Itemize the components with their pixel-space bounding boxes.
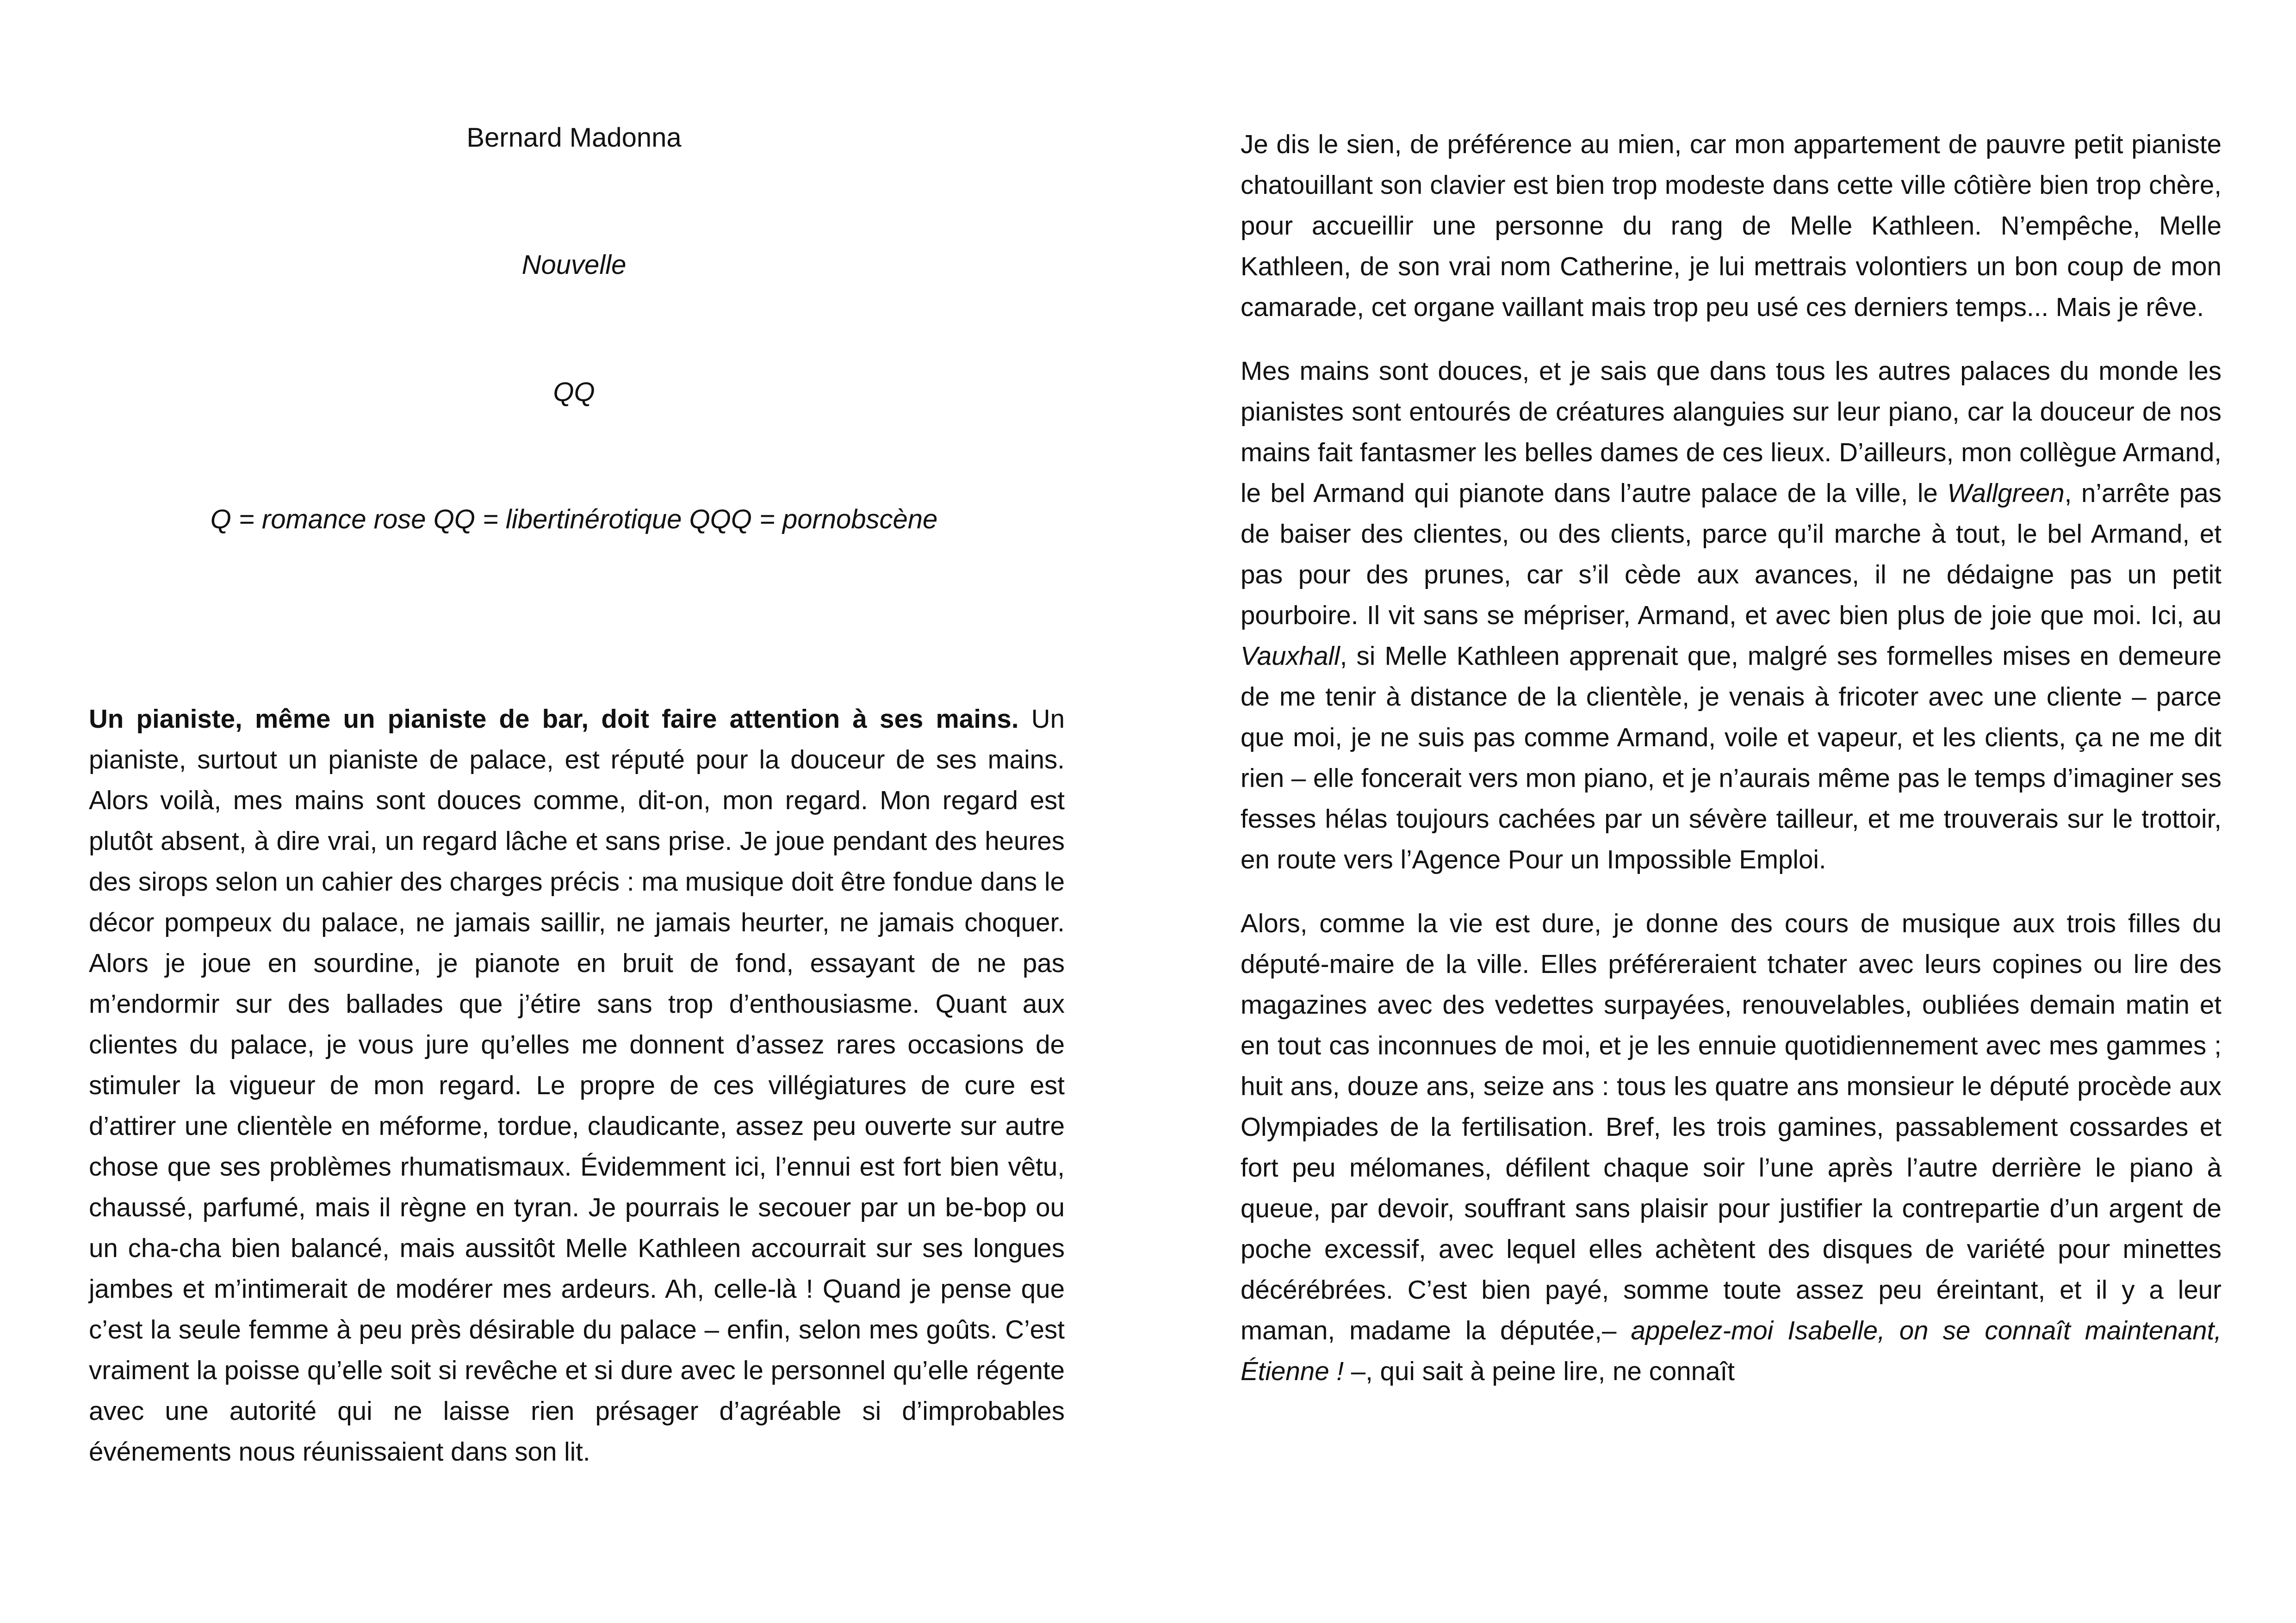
paragraph-text: –, qui sait à peine lire, ne connaît xyxy=(1344,1357,1735,1386)
paragraph-text: Mes mains sont douces, et je sais que dans tous les autres palaces du monde les pianistes sont entourés de créatures alanguies sur leur piano, car la douceur de nos mains fait fantasmer les belles dames de ces lieux. D’ailleurs, mon collègue Armand, le bel Armand qui pianote dans l’autre palace de la ville, le xyxy=(1241,356,2222,508)
paragraph-text: , n’arrête pas de baiser des clientes, ou des clients, parce qu’il marche à tout, le bel Armand, et pas pour des prunes, car s’il cède aux avances, il ne dédaigne pas un petit pourboire. Il vit sans se mépriser, Armand, et avec bien plus de joie que moi. Ici, au xyxy=(1241,478,2222,630)
rating-legend: Q = romance rose QQ = libertinérotique QQQ = pornobscène xyxy=(210,504,938,534)
author-name: Bernard Madonna xyxy=(466,123,682,153)
left-body-text xyxy=(89,699,1065,1472)
paragraph xyxy=(1241,903,2222,1392)
paragraph-text: Je dis le sien, de préférence au mien, car mon appartement de pauvre petit pianiste chatouillant son clavier est bien trop modeste dans cette ville côtière bien trop chère, pour accueillir une personne du rang de Melle Kathleen. N’empêche, Melle Kathleen, de son vrai nom Catherine, je lui mettrais volontiers un bon coup de mon camarade, cet organe vaillant mais trop peu usé ces derniers temps... Mais je rêve. xyxy=(1241,130,2222,322)
right-body-text xyxy=(1241,124,2222,1392)
hotel-name-vauxhall: Vauxhall xyxy=(1241,641,1340,670)
paragraph xyxy=(89,699,1065,1472)
opening-sentence: Un pianiste, même un pianiste de bar, doit faire attention à ses mains. xyxy=(89,704,1019,733)
genre-label: Nouvelle xyxy=(521,250,627,280)
paragraph xyxy=(1241,351,2222,880)
paragraph-text: , si Melle Kathleen apprenait que, malgré ses formelles mises en demeure de me tenir à distance de la clientèle, je venais à fricoter avec une cliente – parce que moi, je ne suis pas comme Armand, voile et vapeur, et les clients, ça ne me dit rien – elle foncerait vers mon piano, et je n’aurais même pas le temps d’imaginer ses fesses hélas toujours cachées par un sévère tailleur, et me trouverais sur le trottoir, en route vers l’Agence Pour un Impossible Emploi. xyxy=(1241,641,2222,874)
italic-quote: appelez-moi Isabelle, on se connaît maintenant, Étienne ! xyxy=(1241,1316,2222,1386)
paragraph xyxy=(1241,124,2222,328)
paragraph-text: Un pianiste, surtout un pianiste de palace, est réputé pour la douceur de ses mains. Alors voilà, mes mains sont douces comme, dit-on, mon regard. Mon regard est plutôt absent, à dire vrai, un regard lâche et sans prise. Je joue pendant des heures des sirops selon un cahier des charges précis : ma musique doit être fondue dans le décor pompeux du palace, ne jamais saillir, ne jamais heurter, ne jamais choquer. Alors je joue en sourdine, je pianote en bruit de fond, essayant de ne pas m’endormir sur des ballades que j’étire sans trop d’enthousiasme. Quant aux clientes du palace, je vous jure qu’elles me donnent d’assez rares occasions de stimuler la vigueur de mon regard. Le propre de ces villégiatures de cure est d’attirer une clientèle en méforme, tordue, claudicante, assez peu ouverte sur autre chose que ses problèmes rhumatismaux. Évidemment ici, l’ennui est fort bien vêtu, chaussé, parfumé, mais il règne en tyran. Je pourrais le secouer par un be-bop ou un cha-cha bien balancé, mais aussitôt Melle Kathleen accourrait sur ses longues jambes et m’intimerait de modérer mes ardeurs. Ah, celle-là ! Quand je pense que c’est la seule femme à peu près désirable du palace – enfin, selon mes goûts. C’est vraiment la poisse qu’elle soit si revêche et si dure avec le personnel qu’elle régente avec une autorité qui ne laisse rien présager d’agréable si d’improbables événements nous réunissaient dans son lit. xyxy=(89,704,1065,1466)
paragraph-text: Alors, comme la vie est dure, je donne des cours de musique aux trois filles du député-maire de la ville. Elles préféreraient tchater avec leurs copines ou lire des magazines avec des vedettes surpayées, renouvelables, oubliées demain matin et en tout cas inconnues de moi, et je les ennuie quotidiennement avec mes gammes ; huit ans, douze ans, seize ans : tous les quatre ans monsieur le député procède aux Olympiades de la fertilisation. Bref, les trois gamines, passablement cossardes et fort peu mélomanes, défilent chaque soir l’une après l’autre derrière le piano à queue, par devoir, souffrant sans plaisir pour justifier la contrepartie d’un argent de poche excessif, avec lequel elles achètent des disques de variété pour minettes décérébrées. C’est bien payé, somme toute assez peu éreintant, et il y a leur maman, madame la députée,– xyxy=(1241,909,2222,1345)
right-page xyxy=(1148,0,2296,1623)
rating-label: QQ xyxy=(553,377,595,407)
hotel-name-wallgreen: Wallgreen xyxy=(1947,478,2065,508)
